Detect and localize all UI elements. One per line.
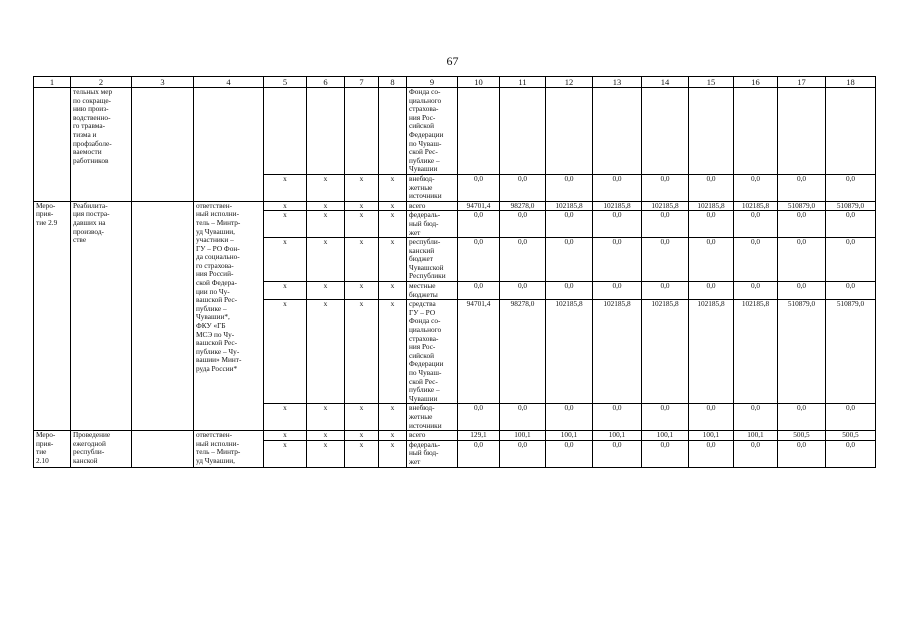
measure-name-cell: тельных мер по сокраще- нию произ- водственно- го травма- тизма и профзаболе- ваемости работников <box>71 88 132 202</box>
value-cell: 0,0 <box>734 238 778 282</box>
header-cell: 6 <box>307 77 345 88</box>
executor-cell <box>194 88 264 202</box>
value-cell <box>734 88 778 175</box>
value-cell: 0,0 <box>500 404 546 431</box>
funding-source-cell: Фонда со- циального страхова- ния Рос- сийской Федерации по Чуваш- ской Рес- публике – Чувашии <box>407 88 458 175</box>
table-row <box>34 431 876 441</box>
code-mark-cell: x <box>345 174 379 201</box>
value-cell: 0,0 <box>826 238 876 282</box>
value-cell: 102185,8 <box>689 201 734 211</box>
empty-cell <box>132 431 194 467</box>
value-cell: 0,0 <box>458 404 500 431</box>
empty-cell <box>132 201 194 430</box>
value-cell: 0,0 <box>546 238 593 282</box>
value-cell: 0,0 <box>778 440 826 467</box>
executor-cell: ответствен- ный исполни- тель – Минтр- уд Чувашии, <box>194 431 264 467</box>
code-mark-cell <box>379 88 407 175</box>
funding-source-cell: федераль- ный бюд- жет <box>407 440 458 467</box>
value-cell: 0,0 <box>689 211 734 238</box>
value-cell: 0,0 <box>642 404 689 431</box>
value-cell <box>500 88 546 175</box>
value-cell: 0,0 <box>500 440 546 467</box>
value-cell: 0,0 <box>689 404 734 431</box>
value-cell: 100,1 <box>689 431 734 441</box>
code-mark-cell: x <box>307 300 345 404</box>
value-cell: 102185,8 <box>546 201 593 211</box>
header-cell: 14 <box>642 77 689 88</box>
code-mark-cell: x <box>345 440 379 467</box>
value-cell: 0,0 <box>826 440 876 467</box>
code-mark-cell: x <box>345 238 379 282</box>
value-cell: 0,0 <box>642 211 689 238</box>
value-cell: 94701,4 <box>458 300 500 404</box>
header-cell: 15 <box>689 77 734 88</box>
funding-source-cell: внебюд- жетные источники <box>407 404 458 431</box>
header-cell: 18 <box>826 77 876 88</box>
value-cell: 129,1 <box>458 431 500 441</box>
value-cell: 0,0 <box>689 440 734 467</box>
value-cell: 100,1 <box>546 431 593 441</box>
table-row <box>34 88 876 175</box>
value-cell: 102185,8 <box>593 300 642 404</box>
header-cell: 8 <box>379 77 407 88</box>
value-cell: 102185,8 <box>546 300 593 404</box>
code-mark-cell: x <box>264 300 307 404</box>
funding-source-cell: средства ГУ – РО Фонда со- циального страхова- ния Рос- сийской Федерации по Чуваш- ской Рес- публике – Чувашии <box>407 300 458 404</box>
value-cell: 0,0 <box>734 440 778 467</box>
executor-cell: ответствен- ный исполни- тель – Минтр- уд Чувашии, участники – ГУ – РО Фон- да социально- го страхова- ния Россий- ской Федера- ции по Чу- вашской Рес- публике – Чувашии*, ФКУ «ГБ МСЭ по Чу- вашской Рес- публике – Чу- вашии» Минт- руда России* <box>194 201 264 430</box>
value-cell: 0,0 <box>500 282 546 300</box>
code-mark-cell: x <box>307 282 345 300</box>
funding-source-cell: всего <box>407 431 458 441</box>
code-mark-cell: x <box>264 238 307 282</box>
value-cell: 100,1 <box>734 431 778 441</box>
value-cell: 0,0 <box>642 440 689 467</box>
header-cell: 2 <box>71 77 132 88</box>
header-cell: 12 <box>546 77 593 88</box>
code-mark-cell: x <box>379 300 407 404</box>
value-cell: 102185,8 <box>642 201 689 211</box>
value-cell <box>778 88 826 175</box>
value-cell: 0,0 <box>593 282 642 300</box>
value-cell: 0,0 <box>500 238 546 282</box>
value-cell: 0,0 <box>458 440 500 467</box>
funding-source-cell: республи- канский бюджет Чувашской Республики <box>407 238 458 282</box>
header-row <box>34 77 876 88</box>
value-cell: 0,0 <box>546 211 593 238</box>
value-cell: 98278,0 <box>500 300 546 404</box>
header-cell: 10 <box>458 77 500 88</box>
code-mark-cell: x <box>264 431 307 441</box>
value-cell: 510879,0 <box>826 201 876 211</box>
code-mark-cell: x <box>345 300 379 404</box>
header-cell: 1 <box>34 77 71 88</box>
code-mark-cell: x <box>307 238 345 282</box>
measure-code-cell: Меро- прия- тие 2.9 <box>34 201 71 430</box>
code-mark-cell: x <box>379 201 407 211</box>
code-mark-cell: x <box>307 440 345 467</box>
value-cell: 0,0 <box>593 174 642 201</box>
code-mark-cell: x <box>379 211 407 238</box>
code-mark-cell: x <box>264 174 307 201</box>
value-cell: 0,0 <box>734 174 778 201</box>
value-cell: 500,5 <box>826 431 876 441</box>
value-cell: 0,0 <box>458 211 500 238</box>
code-mark-cell: x <box>307 211 345 238</box>
code-mark-cell: x <box>264 404 307 431</box>
value-cell: 510879,0 <box>778 201 826 211</box>
budget-table <box>33 76 876 468</box>
value-cell: 0,0 <box>689 174 734 201</box>
header-cell: 4 <box>194 77 264 88</box>
value-cell: 102185,8 <box>642 300 689 404</box>
value-cell: 0,0 <box>778 404 826 431</box>
value-cell: 0,0 <box>734 404 778 431</box>
value-cell: 0,0 <box>826 282 876 300</box>
code-mark-cell: x <box>307 201 345 211</box>
value-cell: 0,0 <box>642 174 689 201</box>
measure-code-cell: Меро- прия- тие 2.10 <box>34 431 71 467</box>
value-cell: 0,0 <box>689 238 734 282</box>
header-cell: 16 <box>734 77 778 88</box>
code-mark-cell: x <box>379 174 407 201</box>
code-mark-cell: x <box>345 431 379 441</box>
value-cell: 100,1 <box>593 431 642 441</box>
funding-source-cell: федераль- ный бюд- жет <box>407 211 458 238</box>
code-mark-cell: x <box>345 201 379 211</box>
empty-cell <box>132 88 194 202</box>
value-cell: 0,0 <box>500 211 546 238</box>
code-mark-cell: x <box>307 404 345 431</box>
header-cell: 7 <box>345 77 379 88</box>
value-cell: 98278,0 <box>500 201 546 211</box>
value-cell: 500,5 <box>778 431 826 441</box>
value-cell: 510879,0 <box>826 300 876 404</box>
value-cell <box>826 88 876 175</box>
code-mark-cell: x <box>264 440 307 467</box>
value-cell: 0,0 <box>734 282 778 300</box>
page-number: 67 <box>446 54 459 68</box>
measure-name-cell: Проведение ежегодной республи- канской <box>71 431 132 467</box>
code-mark-cell <box>345 88 379 175</box>
value-cell <box>458 88 500 175</box>
value-cell: 0,0 <box>734 211 778 238</box>
value-cell: 0,0 <box>500 174 546 201</box>
code-mark-cell: x <box>379 282 407 300</box>
header-cell: 11 <box>500 77 546 88</box>
code-mark-cell: x <box>379 440 407 467</box>
code-mark-cell: x <box>379 404 407 431</box>
code-mark-cell: x <box>264 201 307 211</box>
value-cell: 100,1 <box>642 431 689 441</box>
code-mark-cell <box>307 88 345 175</box>
value-cell: 0,0 <box>593 440 642 467</box>
value-cell: 0,0 <box>778 211 826 238</box>
code-mark-cell: x <box>264 211 307 238</box>
code-mark-cell: x <box>345 404 379 431</box>
header-cell: 5 <box>264 77 307 88</box>
value-cell: 510879,0 <box>778 300 826 404</box>
value-cell: 102185,8 <box>734 201 778 211</box>
value-cell: 0,0 <box>778 282 826 300</box>
value-cell: 0,0 <box>642 238 689 282</box>
code-mark-cell: x <box>379 238 407 282</box>
value-cell: 0,0 <box>826 174 876 201</box>
measure-name-cell: Реабилита- ция постра- давших на производ- стве <box>71 201 132 430</box>
code-mark-cell: x <box>307 431 345 441</box>
value-cell: 0,0 <box>778 174 826 201</box>
value-cell <box>689 88 734 175</box>
code-mark-cell: x <box>307 174 345 201</box>
value-cell: 0,0 <box>593 404 642 431</box>
value-cell <box>593 88 642 175</box>
value-cell: 0,0 <box>458 282 500 300</box>
value-cell: 0,0 <box>642 282 689 300</box>
funding-source-cell: местные бюджеты <box>407 282 458 300</box>
value-cell: 0,0 <box>546 282 593 300</box>
value-cell: 0,0 <box>546 174 593 201</box>
funding-source-cell: внебюд- жетные источники <box>407 174 458 201</box>
value-cell <box>642 88 689 175</box>
funding-source-cell: всего <box>407 201 458 211</box>
value-cell: 0,0 <box>458 174 500 201</box>
value-cell: 102185,8 <box>734 300 778 404</box>
code-mark-cell: x <box>264 282 307 300</box>
measure-code-cell <box>34 88 71 202</box>
value-cell: 0,0 <box>593 211 642 238</box>
value-cell: 100,1 <box>500 431 546 441</box>
code-mark-cell: x <box>345 211 379 238</box>
value-cell: 94701,4 <box>458 201 500 211</box>
header-cell: 9 <box>407 77 458 88</box>
value-cell <box>546 88 593 175</box>
value-cell: 0,0 <box>593 238 642 282</box>
value-cell: 0,0 <box>458 238 500 282</box>
value-cell: 0,0 <box>546 404 593 431</box>
value-cell: 102185,8 <box>689 300 734 404</box>
value-cell: 0,0 <box>546 440 593 467</box>
code-mark-cell: x <box>379 431 407 441</box>
table-row <box>34 201 876 211</box>
code-mark-cell: x <box>345 282 379 300</box>
value-cell: 0,0 <box>778 238 826 282</box>
value-cell: 0,0 <box>689 282 734 300</box>
value-cell: 0,0 <box>826 211 876 238</box>
header-cell: 13 <box>593 77 642 88</box>
code-mark-cell <box>264 88 307 175</box>
value-cell: 0,0 <box>826 404 876 431</box>
header-cell: 3 <box>132 77 194 88</box>
value-cell: 102185,8 <box>593 201 642 211</box>
header-cell: 17 <box>778 77 826 88</box>
